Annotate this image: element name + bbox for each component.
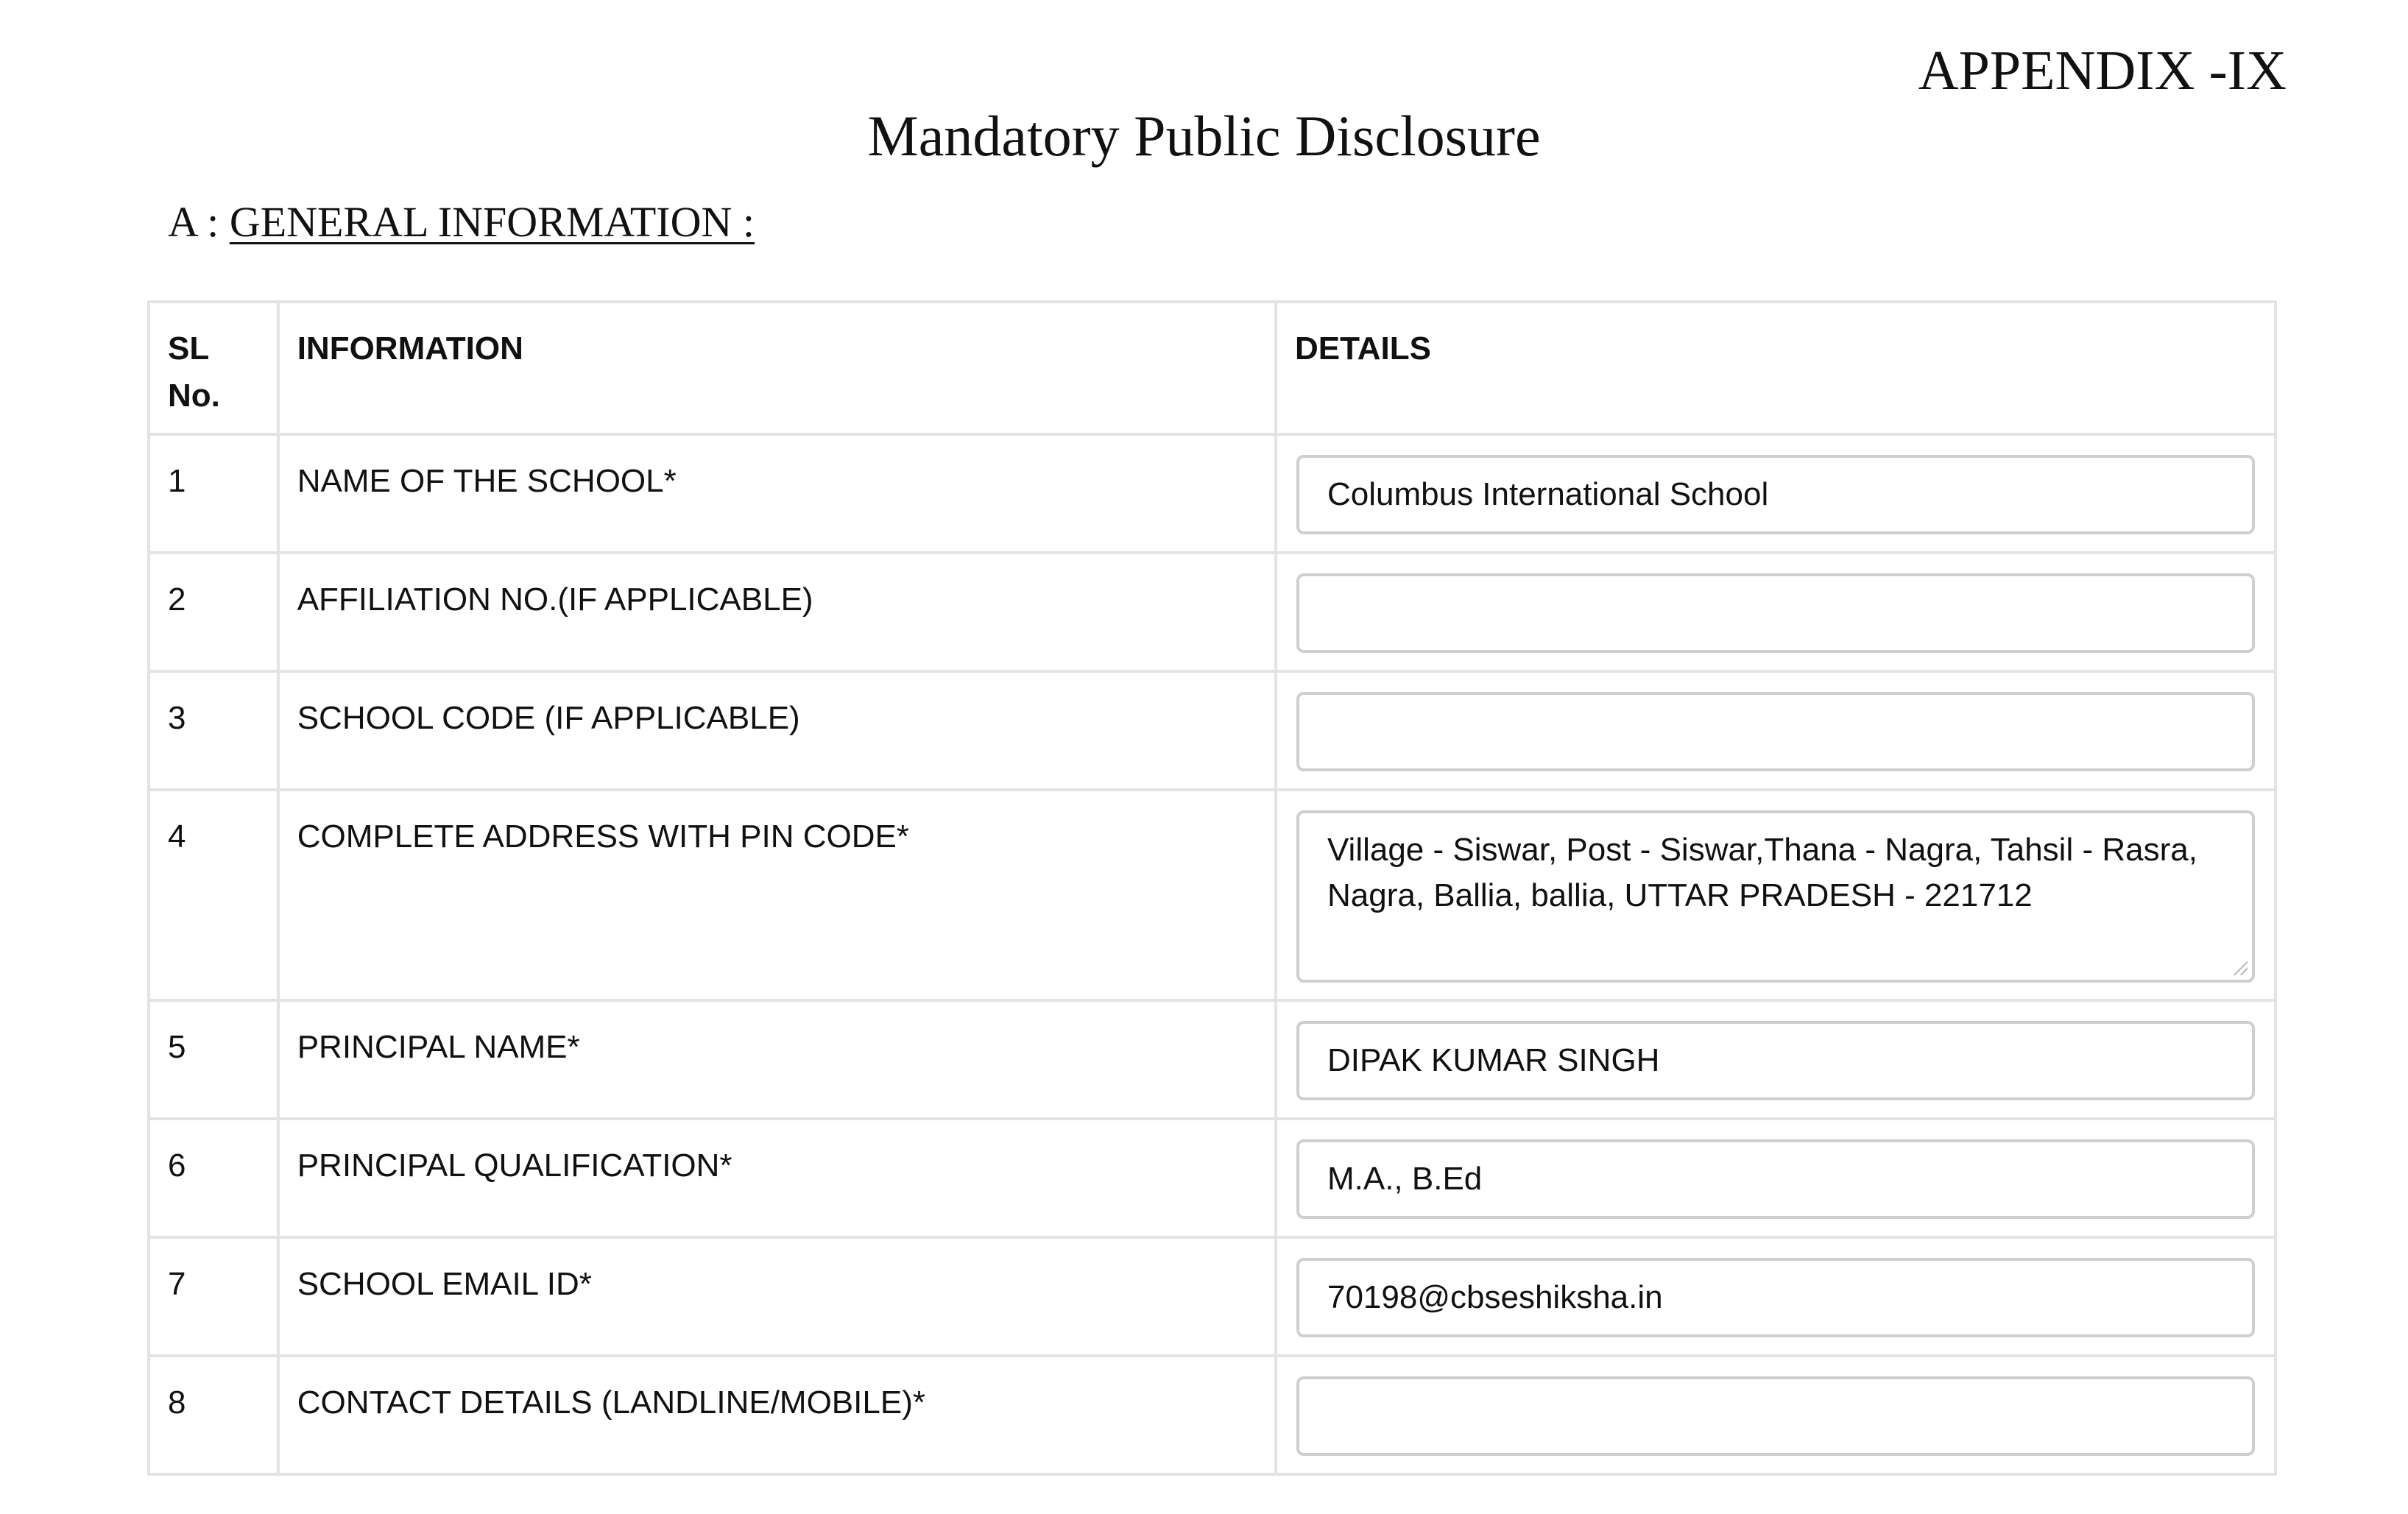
row-information-label: AFFILIATION NO.(IF APPLICABLE) — [278, 553, 1276, 671]
row-sl-number: 4 — [149, 790, 278, 1000]
row-information-label: PRINCIPAL NAME* — [278, 1000, 1276, 1119]
row-details-cell — [1276, 1000, 2275, 1119]
table-row-principal-qualification — [149, 1119, 2275, 1237]
school-name-field[interactable]: Columbus International School — [1296, 455, 2255, 534]
appendix-label: APPENDIX -IX — [1918, 40, 2287, 102]
principal-name-field[interactable]: DIPAK KUMAR SINGH — [1296, 1021, 2255, 1100]
address-textarea[interactable] — [1296, 810, 2255, 983]
table-row-school-email — [149, 1237, 2275, 1356]
row-sl-number: 6 — [149, 1119, 278, 1237]
row-details-cell — [1276, 434, 2275, 553]
row-information-label: SCHOOL CODE (IF APPLICABLE) — [278, 671, 1276, 790]
affiliation-no-field[interactable] — [1296, 573, 2255, 653]
row-information-label: SCHOOL EMAIL ID* — [278, 1237, 1276, 1356]
column-header-information: INFORMATION — [278, 302, 1276, 434]
row-details-cell — [1276, 1356, 2275, 1474]
table-row-affiliation-no — [149, 553, 2275, 671]
section-heading — [168, 198, 755, 246]
table-row-principal-name — [149, 1000, 2275, 1119]
row-information-label: COMPLETE ADDRESS WITH PIN CODE* — [278, 790, 1276, 1000]
table-row-contact-details — [149, 1356, 2275, 1474]
row-details-cell — [1276, 671, 2275, 790]
page-title: Mandatory Public Disclosure — [867, 104, 1541, 168]
table-row-address — [149, 790, 2275, 1000]
table-header-row — [149, 302, 2275, 434]
row-sl-number: 1 — [149, 434, 278, 553]
row-details-cell — [1276, 1237, 2275, 1356]
column-header-details: DETAILS — [1276, 302, 2275, 434]
row-sl-number: 7 — [149, 1237, 278, 1356]
table-row-school-code — [149, 671, 2275, 790]
principal-qualification-field[interactable]: M.A., B.Ed — [1296, 1139, 2255, 1219]
contact-details-field[interactable] — [1296, 1376, 2255, 1456]
section-prefix: A : — [168, 198, 230, 246]
column-header-sl-no — [149, 302, 278, 434]
row-details-cell — [1276, 790, 2275, 1000]
school-email-field[interactable]: 70198@cbseshiksha.in — [1296, 1258, 2255, 1337]
row-sl-number: 5 — [149, 1000, 278, 1119]
row-information-label: PRINCIPAL QUALIFICATION* — [278, 1119, 1276, 1237]
column-header-sl: SL — [168, 330, 210, 367]
row-sl-number: 8 — [149, 1356, 278, 1474]
section-title: GENERAL INFORMATION : — [229, 198, 755, 246]
school-code-field[interactable] — [1296, 692, 2255, 771]
row-sl-number: 2 — [149, 553, 278, 671]
resize-grip-icon[interactable] — [2231, 959, 2248, 975]
row-information-label: CONTACT DETAILS (LANDLINE/MOBILE)* — [278, 1356, 1276, 1474]
table-row-school-name — [149, 434, 2275, 553]
address-text: Village - Siswar, Post - Siswar,Thana - Nagra, Tahsil - Rasra, Nagra, Ballia, ballia, UTTAR PRADESH - 221712 — [1327, 832, 2197, 913]
row-details-cell — [1276, 553, 2275, 671]
column-header-no: No. — [168, 378, 220, 414]
general-information-table — [147, 300, 2277, 1476]
row-information-label: NAME OF THE SCHOOL* — [278, 434, 1276, 553]
row-sl-number: 3 — [149, 671, 278, 790]
row-details-cell — [1276, 1119, 2275, 1237]
